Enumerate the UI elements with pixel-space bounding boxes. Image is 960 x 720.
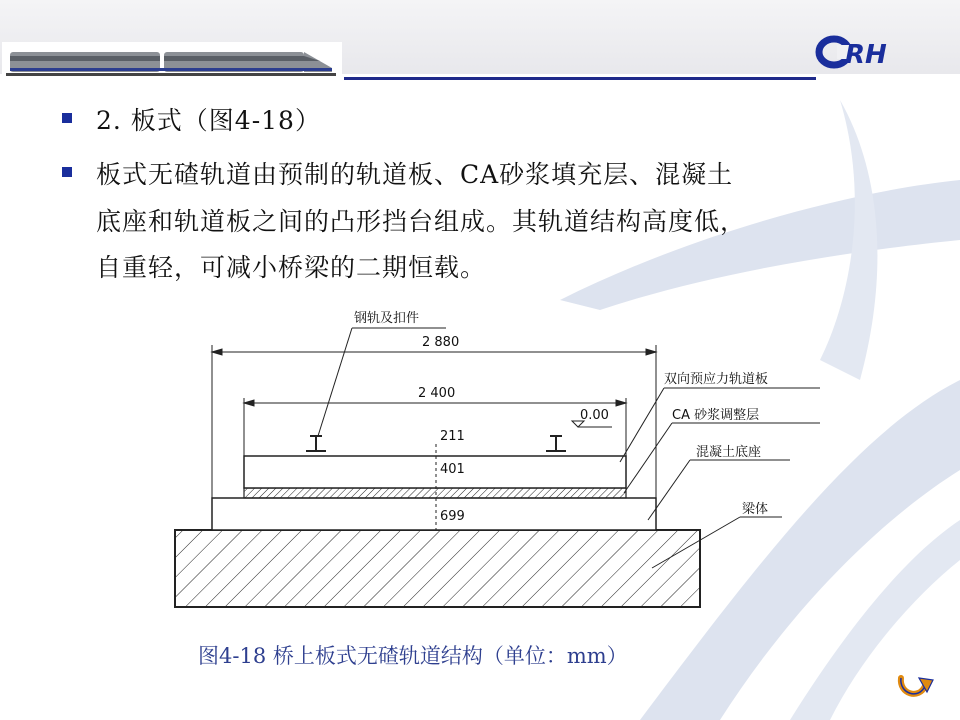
beam-body — [175, 530, 700, 607]
high-speed-train-icon — [2, 42, 342, 80]
label-dim-211: 211 — [440, 429, 465, 444]
bullet-2-line-2: 底座和轨道板之间的凸形挡台组成。其轨道结构高度低， — [96, 207, 747, 236]
label-base: 混凝土底座 — [696, 445, 762, 460]
track-structure-diagram — [150, 300, 830, 620]
label-level: 0.00 — [580, 408, 609, 423]
label-dim-2400: 2 400 — [418, 386, 456, 401]
track-slab — [244, 456, 626, 488]
label-dim-699: 699 — [440, 509, 465, 524]
rail-left — [306, 436, 326, 451]
bullet-2-line-3: 自重轻，可减小桥梁的二期恒载。 — [96, 253, 487, 282]
label-beam: 梁体 — [742, 502, 769, 517]
header-rule — [344, 77, 816, 80]
return-arrow-icon[interactable] — [893, 668, 937, 704]
label-rail: 钢轨及扣件 — [354, 311, 420, 326]
svg-text:RH: RH — [845, 40, 887, 70]
label-dim-401: 401 — [440, 462, 465, 477]
label-slab: 双向预应力轨道板 — [664, 372, 769, 387]
label-dim-2880: 2 880 — [422, 335, 460, 350]
rail-right — [546, 436, 566, 451]
ca-mortar-layer — [244, 488, 626, 498]
bullet-marker — [62, 167, 72, 177]
bullet-1-line-1: 2. 板式（图4-18） — [96, 106, 321, 135]
crh-logo-icon — [815, 30, 915, 76]
label-ca-layer: CA 砂浆调整层 — [672, 408, 760, 423]
concrete-base — [212, 498, 656, 530]
bullet-marker — [62, 113, 72, 123]
train-banner — [2, 42, 342, 80]
bullet-2-line-1: 板式无碴轨道由预制的轨道板、CA砂浆填充层、混凝土 — [96, 160, 734, 189]
figure-caption: 图4-18 桥上板式无碴轨道结构（单位：mm） — [198, 644, 628, 668]
